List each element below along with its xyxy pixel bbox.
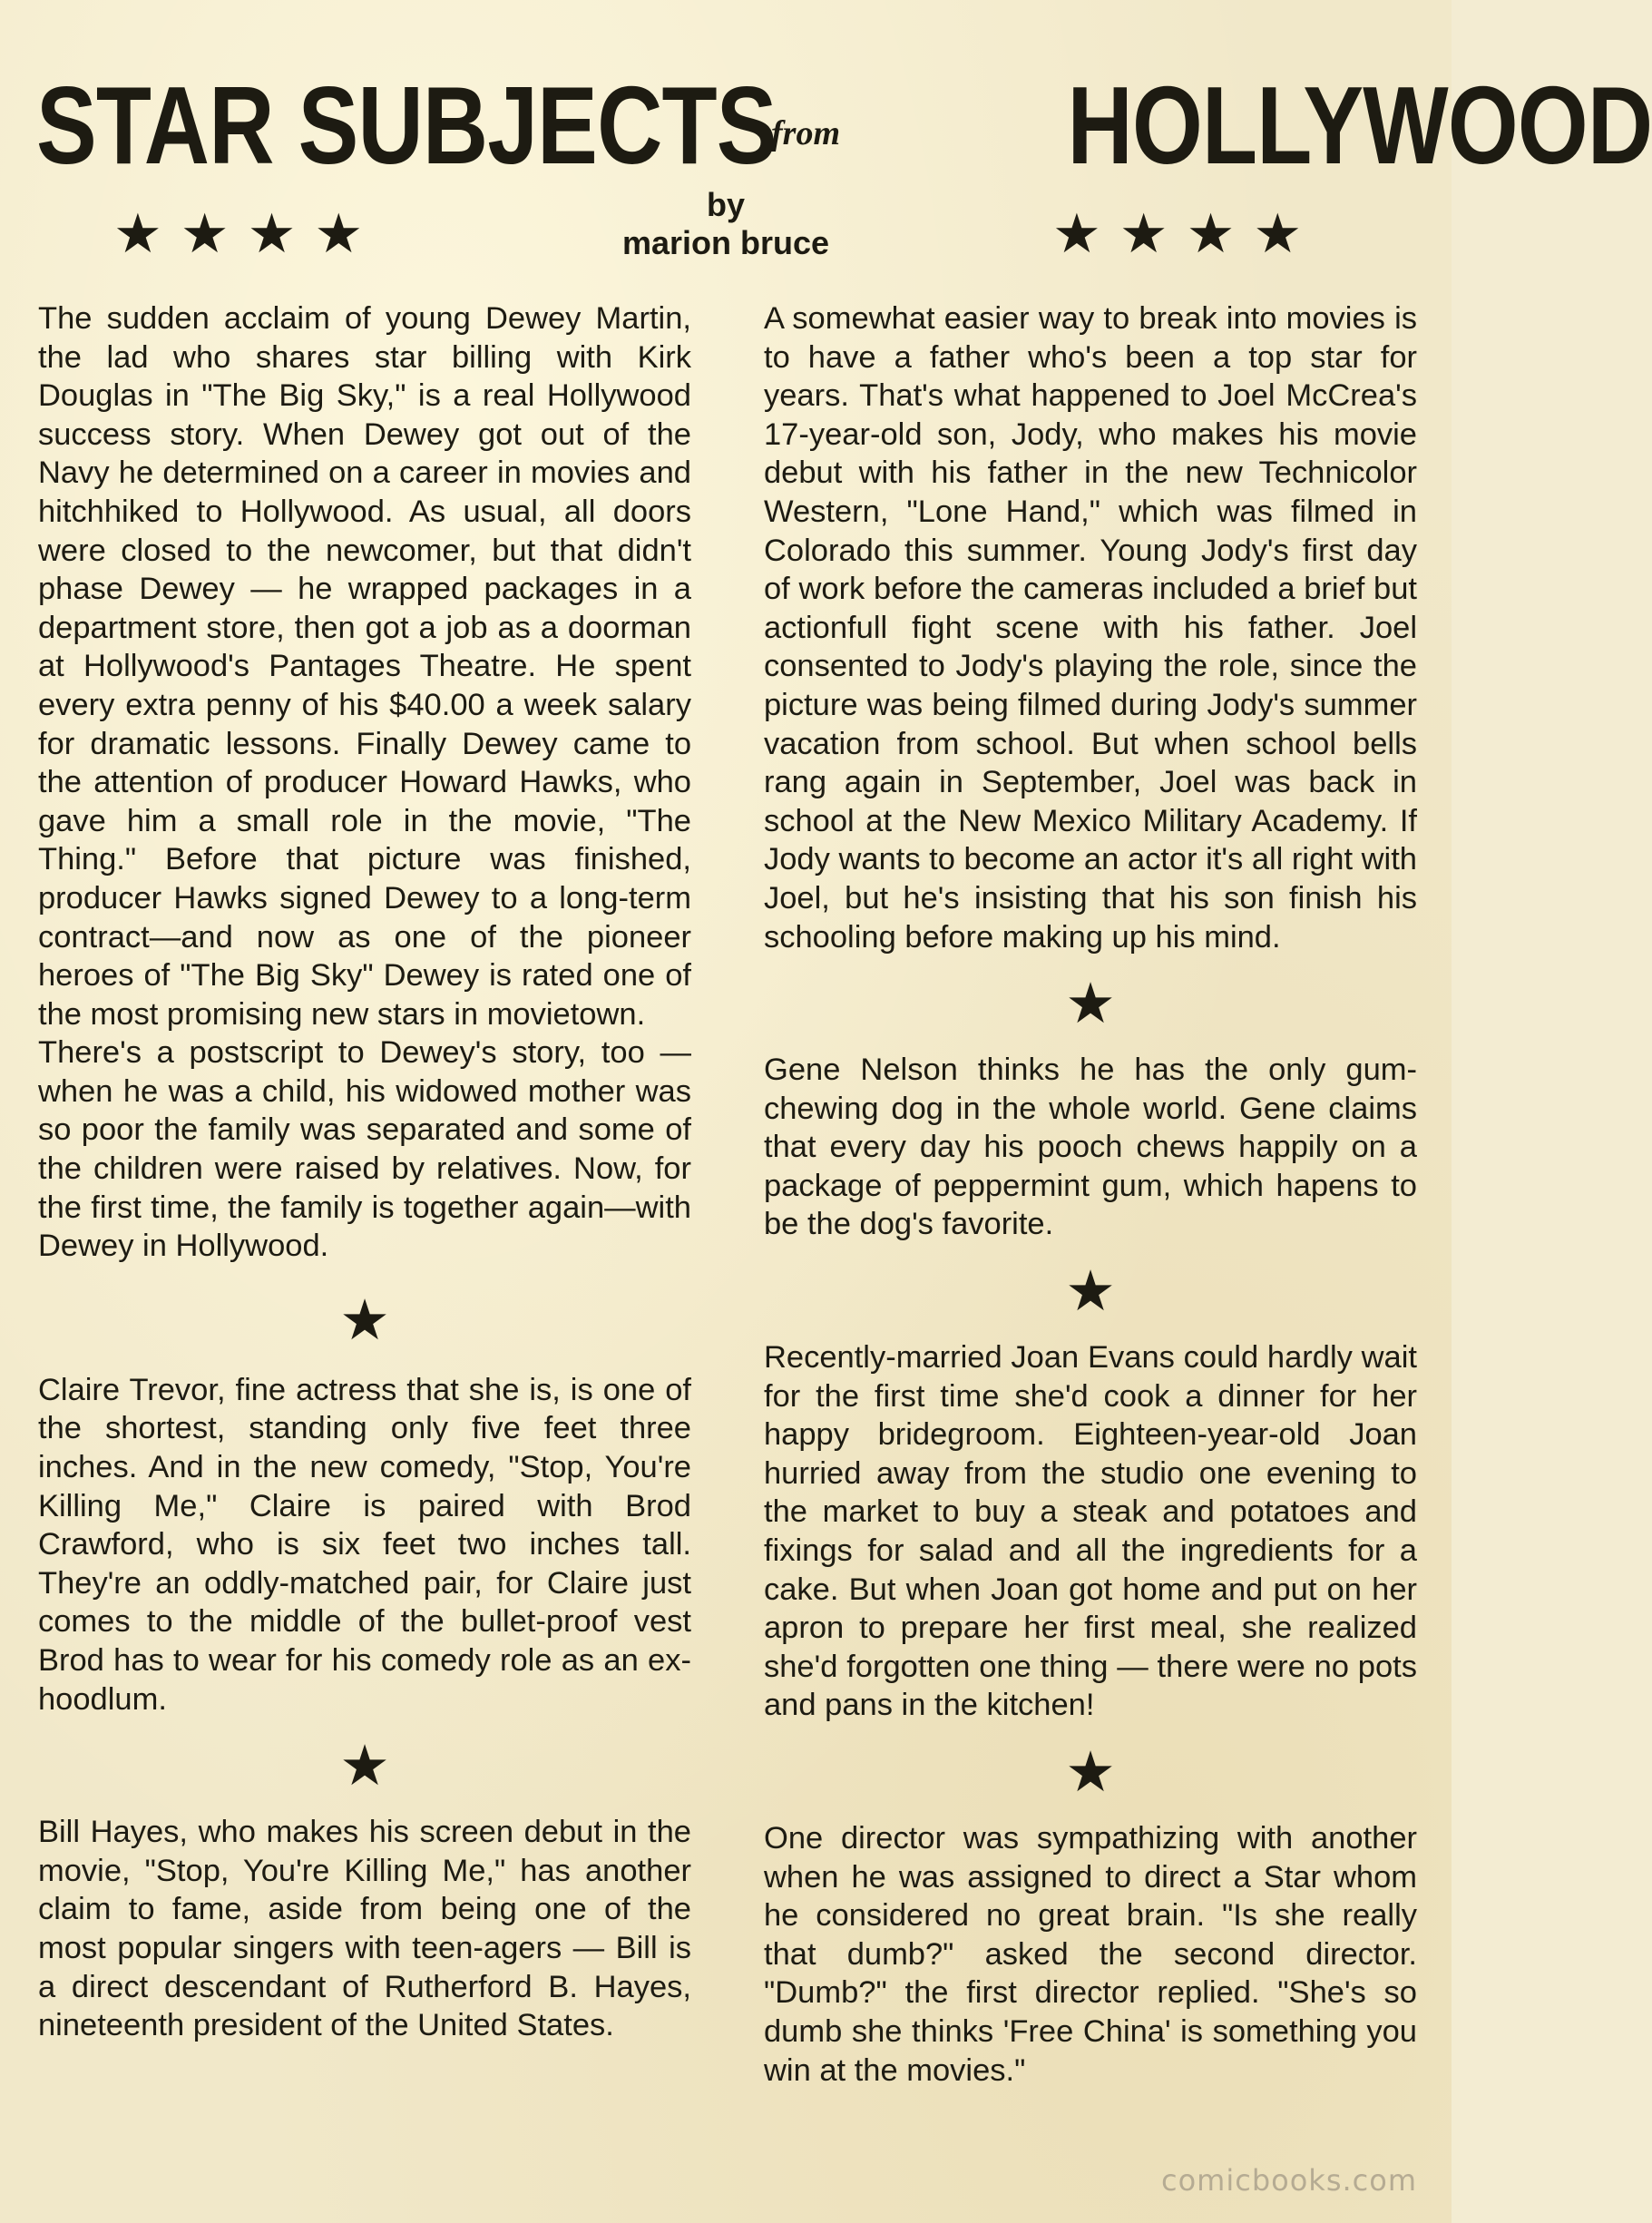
header-stars-left: ★★★★ bbox=[113, 202, 382, 266]
star-separator-icon: ★ bbox=[1065, 1741, 1116, 1804]
headline-right: HOLLYWOOD bbox=[1067, 63, 1652, 187]
article-director-joke: One director was sympathizing with another when he was assigned to direct a Star whom he considered no great brain. "Is she really that dumb?" asked the second director. "Dumb?" the first director replied. "She's so dumb she thinks 'Free China' is something you win at the movies." bbox=[764, 1821, 1417, 2088]
star-separator-icon: ★ bbox=[339, 1288, 390, 1352]
article-joan-evans: Recently-married Joan Evans could hardly wait for the first time she'd cook a dinner for her happy bridegroom. Eighteen-year-old Joan hurried away from the studio one evening to the market to buy a steak and potatoes and fixings for salad and all the ingredients for a cake. But when Joan got home and put on her apron to prepare her first meal, she realized she'd forgotten one thing — there were no pots and pans in the kitchen! bbox=[764, 1340, 1417, 1723]
star-separator-icon: ★ bbox=[339, 1735, 390, 1798]
article-dewey-martin: The sudden acclaim of young Dewey Martin, the lad who shares star billing with Kirk Douglas in "The Big Sky," is a real Hollywood success story. When Dewey got out of the Navy he determined on a career in movies and hitchhiked to Hollywood. As usual, all doors were closed to the newcomer, but that didn't phase Dewey — he wrapped packages in a department store, then got a job as a doorman at Hollywood's Pantages Theatre. He spent every extra penny of his $40.00 a week salary for dramatic lessons. Finally Dewey came to the attention of producer Howard Hawks, who gave him a small role in the movie, "The Thing." Before that picture was finished, producer Hawks signed Dewey to a long-term contract—and now as one of the pioneer heroes of "The Big Sky" Dewey is rated one of the most promising new stars in movietown. bbox=[38, 301, 691, 1032]
header-stars-right: ★★★★ bbox=[1052, 202, 1321, 266]
article-jody-mccrea: A somewhat easier way to break into movies is to have a father who's been a top star for years. That's what happened to Joel McCrea's 17-year-old son, Jody, who makes his movie debut with his father in the new Technicolor Western, "Lone Hand," which was filmed in Colorado this summer. Young Jody's first day of work before the cameras included a brief but actionfull fight scene with his father. Joel consented to Jody's playing the role, since the picture was being filmed during Jody's summer vacation from school. But when school bells rang again in September, Joel was back in school at the New Mexico Military Academy. If Jody wants to become an actor it's all right with Joel, but he's insisting that his son finish his schooling before making up his mind. bbox=[764, 301, 1417, 955]
article-gene-nelson: Gene Nelson thinks he has the only gum-chewing dog in the whole world. Gene claims that every day his pooch chews happily on a package of peppermint gum, which hapens to be the dog's favorite. bbox=[764, 1053, 1417, 1242]
byline-author: marion bruce bbox=[621, 224, 830, 261]
headline-from: from bbox=[771, 114, 840, 152]
byline bbox=[562, 186, 889, 262]
headline-left: STAR SUBJECTS bbox=[36, 63, 777, 187]
star-separator-icon: ★ bbox=[1065, 973, 1116, 1036]
watermark: comicbooks.com bbox=[1160, 2163, 1417, 2198]
star-separator-icon: ★ bbox=[1065, 1260, 1116, 1324]
headline bbox=[36, 63, 1652, 187]
right-column bbox=[764, 299, 1417, 2090]
article-claire-trevor: Claire Trevor, fine actress that she is, is one of the shortest, standing only five feet three inches. And in the new comedy, "Stop, You're Killing Me," Claire is paired with Brod Crawford, who is six feet two inches tall. They're an oddly-matched pair, for Claire just comes to the middle of the bullet-proof vest Brod has to wear for his comedy role as an ex-hoodlum. bbox=[38, 1372, 691, 1717]
article-bill-hayes: Bill Hayes, who makes his screen debut in the movie, "Stop, You're Killing Me," has another claim to fame, aside from being one of the most popular singers with teen-agers — Bill is a direct descendant of Rutherford B. Hayes, nineteenth president of the United States. bbox=[38, 1815, 691, 2043]
left-column bbox=[38, 299, 691, 2045]
byline-by: by bbox=[706, 186, 745, 223]
article-dewey-postscript: There's a postscript to Dewey's story, too — when he was a child, his widowed mother was so poor the family was separated and some of the children were raised by relatives. Now, for the first time, the family is together again—with Dewey in Hollywood. bbox=[38, 1035, 691, 1264]
